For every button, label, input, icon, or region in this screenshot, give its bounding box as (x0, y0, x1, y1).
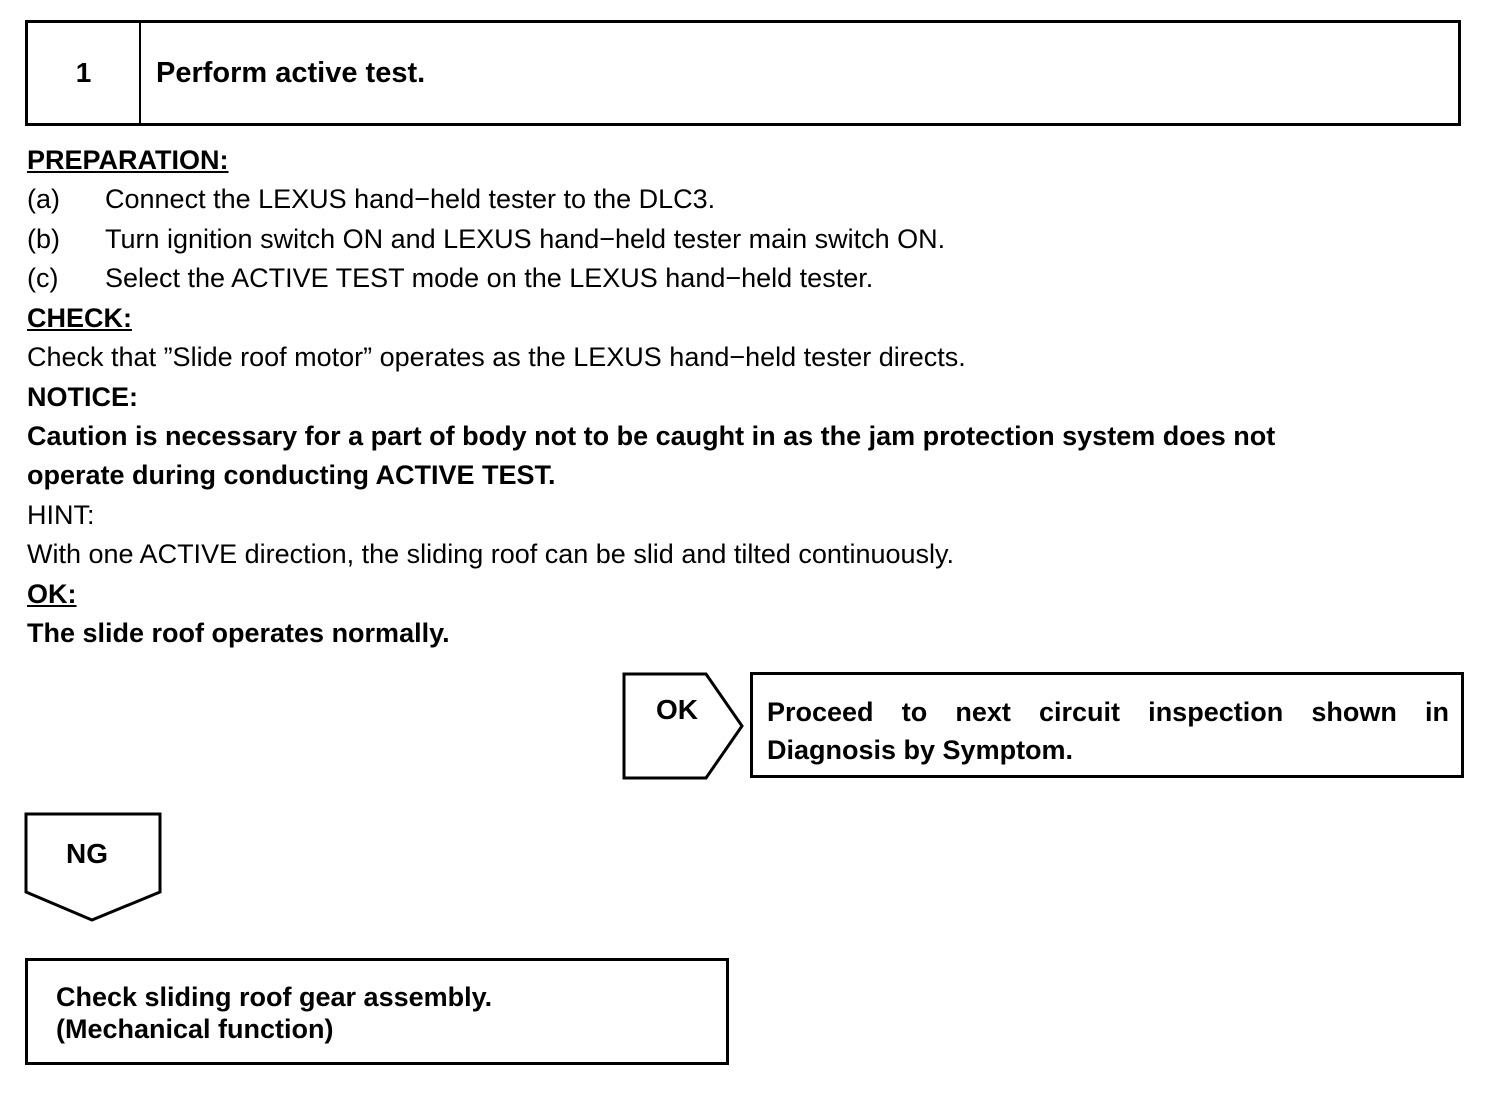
item-text: Connect the LEXUS hand−held tester to the DLC3. (105, 184, 716, 214)
ok-result-line1: Proceed to next circuit inspection shown in (767, 697, 1449, 727)
preparation-item-c (27, 259, 1467, 298)
ng-arrow-label: NG (66, 838, 108, 869)
item-label: (b) (27, 224, 60, 254)
ok-result-box (750, 672, 1464, 778)
item-text: Select the ACTIVE TEST mode on the LEXUS hand−held tester. (105, 263, 874, 293)
preparation-item-a (27, 180, 1467, 219)
hint-heading: HINT: (27, 500, 95, 530)
step-header (25, 20, 1461, 126)
preparation-heading: PREPARATION: (27, 145, 229, 175)
ok-spec-heading: OK: (27, 579, 77, 609)
ok-spec-text: The slide roof operates normally. (27, 618, 450, 648)
notice-text-line1: Caution is necessary for a part of body not to be caught in as the jam protection system does not (27, 421, 1276, 451)
ng-result-box (25, 958, 729, 1065)
step-number: 1 (28, 23, 141, 123)
check-heading: CHECK: (27, 303, 132, 333)
notice-heading: NOTICE: (27, 382, 138, 412)
item-text: Turn ignition switch ON and LEXUS hand−held tester main switch ON. (105, 224, 946, 254)
item-label: (c) (27, 263, 59, 293)
ok-arrow-shape (622, 672, 746, 780)
preparation-item-b (27, 220, 1467, 259)
step-title: Perform active test. (156, 56, 426, 89)
ng-result-line1: Check sliding roof gear assembly. (56, 982, 493, 1012)
ok-arrow-label: OK (656, 694, 698, 725)
item-label: (a) (27, 184, 60, 214)
ok-result-line2: Diagnosis by Symptom. (767, 735, 1074, 765)
notice-text-line2: operate during conducting ACTIVE TEST. (27, 460, 556, 490)
hint-text: With one ACTIVE direction, the sliding roof can be slid and tilted continuously. (27, 539, 955, 569)
ng-result-line2: (Mechanical function) (56, 1014, 334, 1044)
check-text: Check that ”Slide roof motor” operates as the LEXUS hand−held tester directs. (27, 342, 966, 372)
